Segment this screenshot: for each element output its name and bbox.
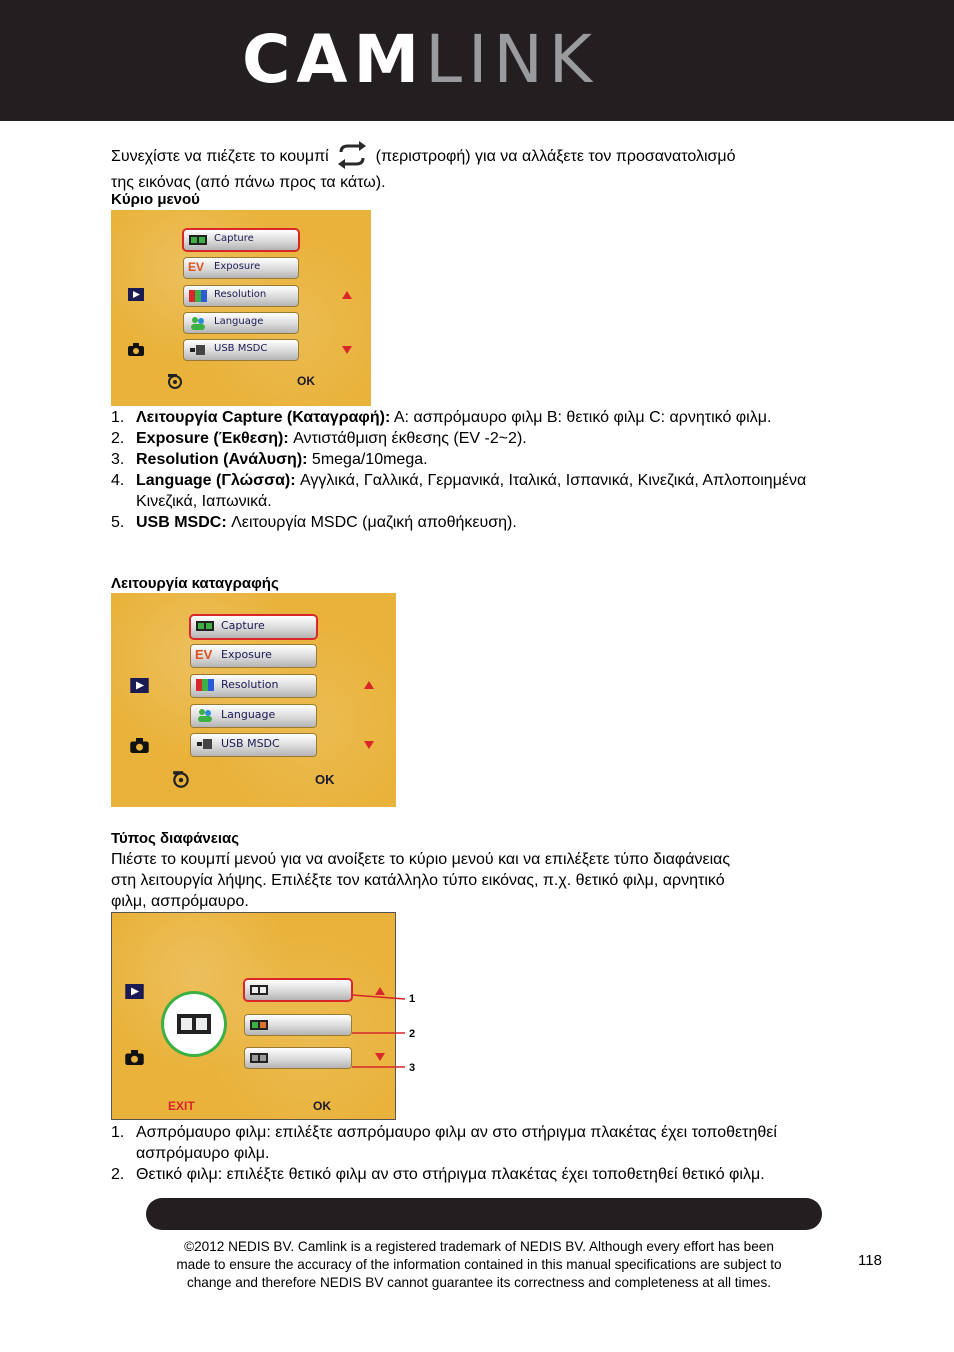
usb-icon [188, 343, 208, 357]
capture-mode-heading: Λειτουργία καταγραφής [111, 575, 279, 592]
list-number: 4. [111, 472, 125, 489]
settings-gear-icon [166, 373, 184, 390]
intro-line-1 [111, 140, 831, 170]
rgb-bars-icon [188, 289, 208, 303]
menu-item-language [184, 313, 298, 333]
list-text: Θετικό φιλμ: επιλέξτε θετικό φιλμ αν στο στήριγμα πλακέτας έχει τοποθετηθεί θετικό φιλμ. [136, 1166, 765, 1183]
scroll-down-icon [364, 741, 374, 749]
list-number: 2. [111, 1166, 125, 1183]
camera-icon [130, 738, 149, 753]
list-term: Language (Γλώσσα): [136, 472, 296, 489]
menu-item-usb-label: USB MSDC [214, 343, 268, 354]
list-item [111, 1122, 831, 1164]
callout-lines [240, 985, 420, 1080]
menu-item-resolution [184, 286, 298, 306]
callout-1: 1 [409, 993, 416, 1005]
footer-line-2: made to ensure the accuracy of the information contained in this manual specifications are subject to [176, 1257, 782, 1272]
ev-icon: EV [195, 647, 213, 662]
page-header [0, 0, 954, 121]
list-item [111, 407, 831, 428]
list-number: 1. [111, 409, 125, 426]
callout-3: 3 [409, 1062, 416, 1074]
footer-text [118, 1238, 840, 1292]
rgb-bars-icon [195, 678, 215, 692]
list-number: 3. [111, 451, 125, 468]
list-number: 2. [111, 430, 125, 447]
capture-mode-screenshot [111, 593, 396, 807]
menu-item-resolution-label: Resolution [221, 678, 279, 691]
camlink-logo [242, 21, 599, 98]
list-term: Λειτουργία Capture (Καταγραφή): [136, 409, 391, 426]
ok-label: OK [297, 374, 315, 388]
intro-text-after: (περιστροφή) για να αλλάξετε τον προσανατολισμό [375, 148, 736, 165]
selected-film-circle [164, 994, 224, 1054]
menu-item-usb-label: USB MSDC [221, 737, 280, 750]
footer-line-3: change and therefore NEDIS BV cannot guarantee its correctness and completeness at all times. [186, 1275, 772, 1290]
menu-item-capture [184, 230, 298, 250]
list-desc: A: ασπρόμαυρο φιλμ B: θετικό φιλμ C: αρνητικό φιλμ. [390, 409, 772, 426]
menu-item-exposure-label: Exposure [221, 648, 272, 661]
ok-label: OK [313, 1099, 331, 1113]
intro-line-2: της εικόνας (από πάνω προς τα κάτω). [111, 174, 386, 191]
list-desc: Λειτουργία MSDC (μαζική αποθήκευση). [226, 514, 517, 531]
film-type-para-1: Πιέστε το κουμπί μενού για να ανοίξετε το κύριο μενού και να επιλέξετε τύπο διαφάνειας [111, 851, 731, 868]
camera-icon [125, 1050, 144, 1065]
footer-bar [146, 1198, 822, 1230]
list-item [111, 449, 831, 470]
exit-label: EXIT [168, 1099, 195, 1113]
film-icon [188, 233, 208, 247]
scroll-up-icon [342, 291, 352, 299]
main-menu-screenshot [111, 210, 371, 406]
scroll-up-icon [364, 681, 374, 689]
list-number: 5. [111, 514, 125, 531]
logo-cam: CAM [242, 21, 426, 98]
rotate-arrows-icon [336, 140, 368, 170]
menu-description-list [111, 407, 831, 533]
film-type-list [111, 1122, 831, 1185]
menu-item-usb [191, 734, 316, 756]
footer-line-1: ©2012 NEDIS BV. Camlink is a registered trademark of NEDIS BV. Although every effort has been [184, 1239, 774, 1254]
menu-item-usb [184, 340, 298, 360]
list-item [111, 428, 831, 449]
camera-icon [128, 343, 144, 356]
ok-label: OK [315, 772, 335, 787]
ev-icon: EV [188, 260, 205, 274]
list-text: Ασπρόμαυρο φιλμ: επιλέξτε ασπρόμαυρο φιλμ αν στο στήριγμα πλακέτας έχει τοποθετηθεί ασπρόμαυρο φιλμ. [136, 1124, 777, 1162]
play-icon [128, 288, 144, 301]
scroll-down-icon [342, 346, 352, 354]
film-type-para-2: στη λειτουργία λήψης. Επιλέξτε τον κατάλληλο τύπο εικόνας, π.χ. θετικό φιλμ, αρνητικό [111, 872, 725, 889]
menu-item-capture-label: Capture [221, 619, 265, 632]
usb-icon [195, 737, 215, 751]
menu-item-capture [191, 616, 316, 638]
play-icon [125, 984, 144, 999]
menu-item-exposure [184, 258, 298, 278]
list-term: Resolution (Ανάλυση): [136, 451, 308, 468]
callout-2: 2 [409, 1028, 416, 1040]
film-type-para-3: φιλμ, ασπρόμαυρο. [111, 893, 249, 910]
list-item [111, 470, 831, 512]
list-item [111, 512, 831, 533]
settings-gear-icon [171, 770, 191, 789]
list-item [111, 1164, 831, 1185]
menu-item-resolution [191, 675, 316, 697]
menu-item-resolution-label: Resolution [214, 289, 267, 300]
menu-item-language-label: Language [214, 316, 264, 327]
people-icon [195, 708, 215, 722]
list-term: USB MSDC: [136, 514, 227, 531]
logo-link: LINK [425, 21, 599, 98]
menu-item-capture-label: Capture [214, 233, 254, 244]
play-icon [130, 678, 149, 693]
film-icon [195, 619, 215, 633]
film-type-heading: Τύπος διαφάνειας [111, 830, 240, 847]
bw-film-icon [177, 1014, 211, 1034]
menu-item-language-label: Language [221, 708, 276, 721]
menu-item-language [191, 705, 316, 727]
menu-item-exposure [191, 645, 316, 667]
menu-item-exposure-label: Exposure [214, 261, 261, 272]
list-term: Exposure (Έκθεση): [136, 430, 289, 447]
list-desc: 5mega/10mega. [307, 451, 428, 468]
main-menu-heading: Κύριο μενού [111, 191, 200, 208]
people-icon [188, 316, 208, 330]
page-number: 118 [858, 1252, 882, 1269]
list-number: 1. [111, 1124, 125, 1141]
list-desc: Αντιστάθμιση έκθεσης (EV -2~2). [288, 430, 527, 447]
intro-text-before: Συνεχίστε να πιέζετε το κουμπί [111, 148, 329, 165]
list-desc: Αγγλικά, Γαλλικά, Γερμανικά, Ιταλικά, Ισπανικά, Κινεζικά, Απλοποιημένα Κινεζικά, Ιαπωνικά. [136, 472, 807, 510]
